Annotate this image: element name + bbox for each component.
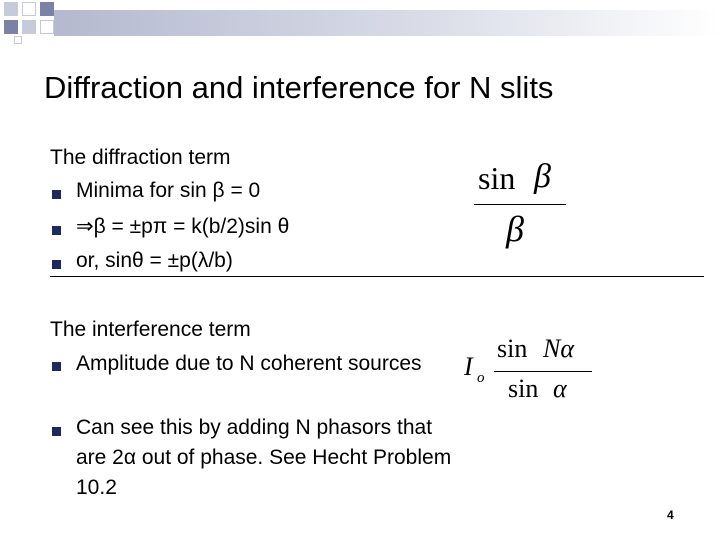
bullet-marker — [52, 362, 61, 371]
formula-alpha: α — [553, 374, 567, 403]
bullet-marker — [52, 427, 61, 436]
corner-decoration — [0, 0, 60, 44]
fraction-bar — [474, 204, 566, 205]
formula-beta-numerator: β — [534, 158, 551, 195]
formula-intensity-subscript: o — [477, 370, 485, 386]
bullet-marker — [52, 226, 61, 235]
formula-beta-denominator: β — [506, 209, 524, 249]
fraction-bar — [494, 371, 592, 372]
bullet-marker — [52, 190, 61, 199]
slide-title: Diffraction and interference for N slits — [44, 70, 554, 105]
formula-sin-denominator: sin — [508, 374, 539, 403]
interference-bullet-2: Can see this by adding N phasors that are 2α out of phase. See Hecht Problem 10.2 — [76, 416, 452, 499]
interference-bullet-1: Amplitude due to N coherent sources — [76, 352, 422, 375]
page-number: 4 — [667, 508, 674, 522]
section-divider — [50, 276, 704, 277]
diffraction-heading: The diffraction term — [50, 146, 231, 169]
formula-sin-numerator: sin — [497, 334, 528, 363]
diffraction-bullet-3: or, sinθ = ±p(λ/b) — [76, 249, 233, 272]
diffraction-bullet-1: Minima for sin β = 0 — [76, 179, 261, 202]
diffraction-bullet-2: ⇒β = ±pπ = k(b/2)sin θ — [76, 215, 290, 238]
bullet-marker — [52, 260, 61, 269]
formula-n-alpha: Nα — [543, 334, 574, 363]
interference-heading: The interference term — [50, 318, 251, 341]
formula-sin: sin — [478, 160, 516, 196]
formula-intensity-symbol: I — [464, 352, 473, 381]
header-gradient-bar — [54, 10, 720, 36]
